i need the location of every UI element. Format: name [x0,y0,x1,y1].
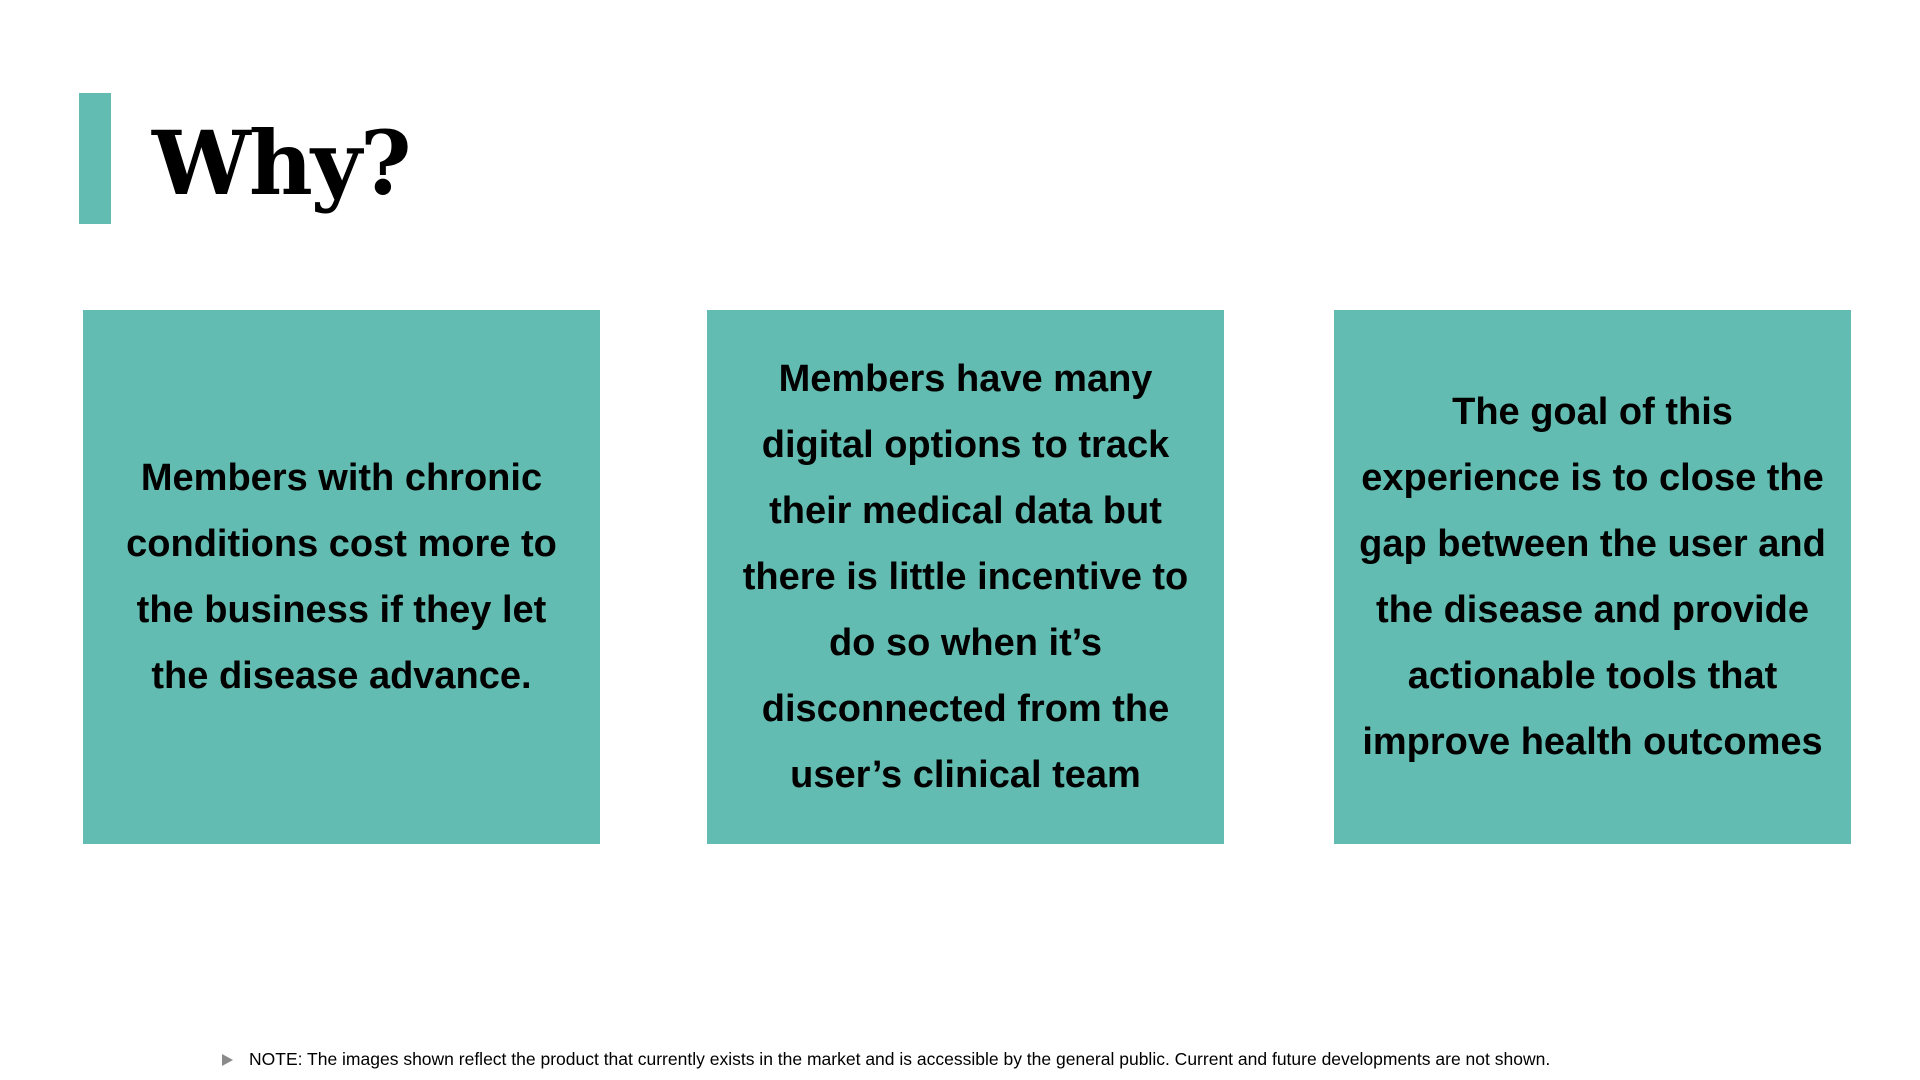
info-card-goal [1334,310,1851,844]
card-text: Members with chronic conditions cost more to the business if they let the disease advance. [126,457,557,697]
info-card-chronic-conditions [83,310,600,844]
triangle-right-icon [222,1054,233,1066]
page-title: Why? [152,111,410,215]
info-card-digital-options [707,310,1224,844]
footnote-text: NOTE: The images shown reflect the product that currently exists in the market and is accessible by the general public. Current and future developments are not shown. [249,1049,1551,1069]
title-accent-bar [79,93,111,224]
footnote [222,1049,1550,1070]
card-text: Members have many digital options to track their medical data but there is little incentive to do so when it’s disconnected from the user’s clinical team [742,358,1189,796]
card-text: The goal of this experience is to close the gap between the user and the disease and provide actionable tools that improve health outcomes [1359,391,1826,763]
